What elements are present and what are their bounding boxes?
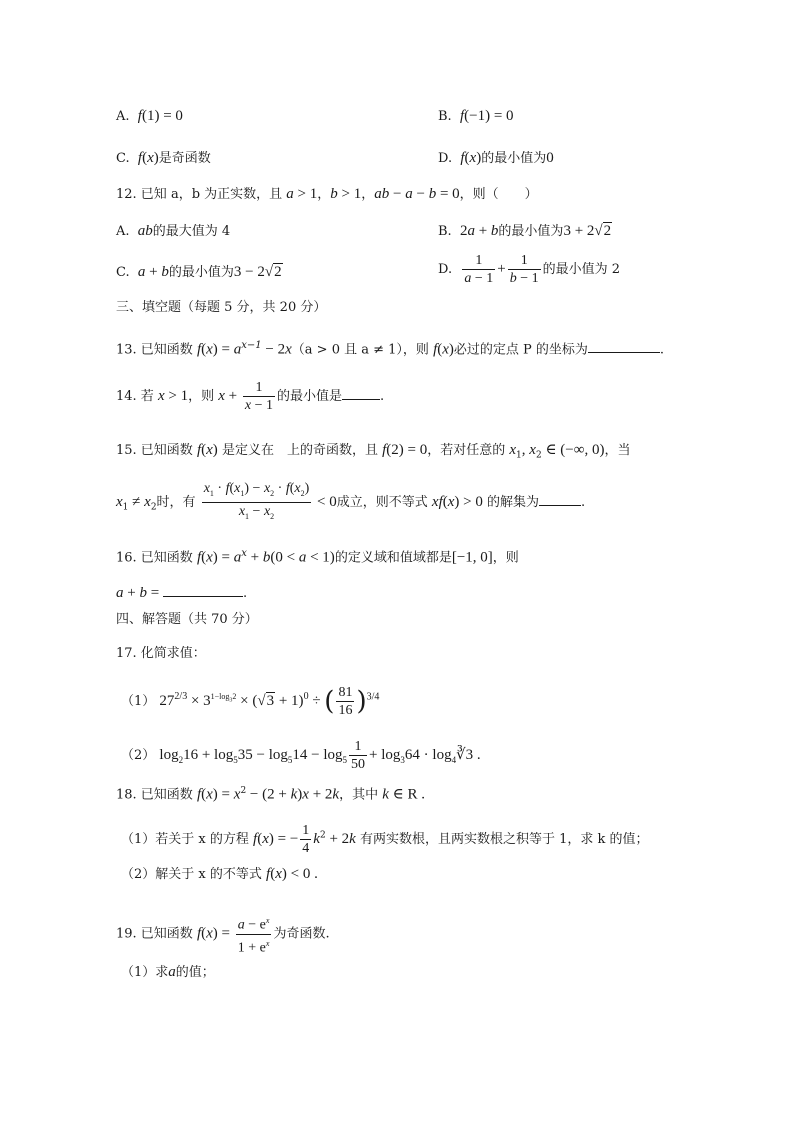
q11-option-c: C. f(x)是奇函数 (116, 150, 211, 166)
q19-part1: （1）求a的值； (121, 964, 215, 980)
q12-option-a: A. ab的最大值为 4 (116, 223, 231, 239)
q16-line1: 16. 已知函数 $f(x) = a^x + b(0 < a < 1)$的定义域和值域都是[−1, 0]，则 (116, 548, 519, 566)
q15-line1: 15. 已知函数 f(x) 是定义在 上的奇函数，且 f(2) = 0，若对任意的 $x_1$, $x_2$ ∈ (−∞, 0)，当 (116, 442, 631, 461)
q13: 13. 已知函数 $f(x) = a^{x-1} - 2x(a > 0$ 且 a ≠ 1），则 f(x)必过的定点 P 的坐标为 . (116, 340, 665, 358)
q17-title: 17. 化简求值： (116, 646, 206, 661)
section-4-heading: 四、解答题（共 70 分） (116, 612, 258, 627)
q12-option-c: C. a + b的最小值为3 − 2√2 (116, 264, 282, 280)
q19-stem: 19. 已知函数 f(x) = $\frac{a - e^x}{1 + e^x}$ 为奇函数. (116, 916, 330, 956)
section-3-heading: 三、填空题（每题 5 分，共 20 分） (116, 300, 327, 315)
q18-stem: 18. 已知函数 $f(x) = x^2 - (2 + k)x + 2k$，其中 k ∈ R . (116, 786, 426, 803)
q11-option-b: B. f(−1) = 0 (438, 108, 514, 124)
q16-line2: a + b = . (116, 582, 247, 604)
q14: 14. 若 x > 1，则 x + $\frac{1}{x - 1}$ 的最小值是 . (116, 380, 385, 413)
q15-line2: $x_1 \ne x_2$时，有 $\frac{x_1 \cdot f(x_1) - x_2 \cdot f(x_2)}{x_1 - x_2}$ < 0成立，则不等式 xf(x) > 0 的解集为 . (116, 480, 585, 525)
q17-part1: （1） $27^{2/3} \times 3^{1-log_32} \times (√3 + 1)^0$ ÷ ( $\frac{81}{16}$ )$^{3/4}$ (121, 685, 380, 718)
q12-option-d: D. $\frac{1}{a - 1}$ + $\frac{1}{b - 1}$ 的最小值为 2 (438, 253, 621, 286)
q18-part1: （1）若关于 x 的方程 f(x) = − $\frac{1}{4}$ $k^2 + 2k$ 有两实数根，且两实数根之积等于 1，求 k 的值； (121, 823, 649, 856)
q17-part2: （2） $\log_216 + \log_535 - \log_514 - \log_5$ $\frac{1}{50}$ + $\log_364$ · $\log_4∛3$ . (121, 739, 481, 772)
q12-option-b: B. 2a + b的最小值为3 + 2√2 (438, 223, 612, 239)
q11-option-a: A. f(1) = 0 (116, 108, 183, 124)
q11-option-d: D. f(x)的最小值为0 (438, 150, 554, 166)
q18-part2: （2）解关于 x 的不等式 f(x) < 0 . (121, 866, 318, 882)
q12-stem: 12. 已知 a，b 为正实数，且 a > 1，b > 1，ab − a − b = 0，则（ ） (116, 186, 538, 202)
